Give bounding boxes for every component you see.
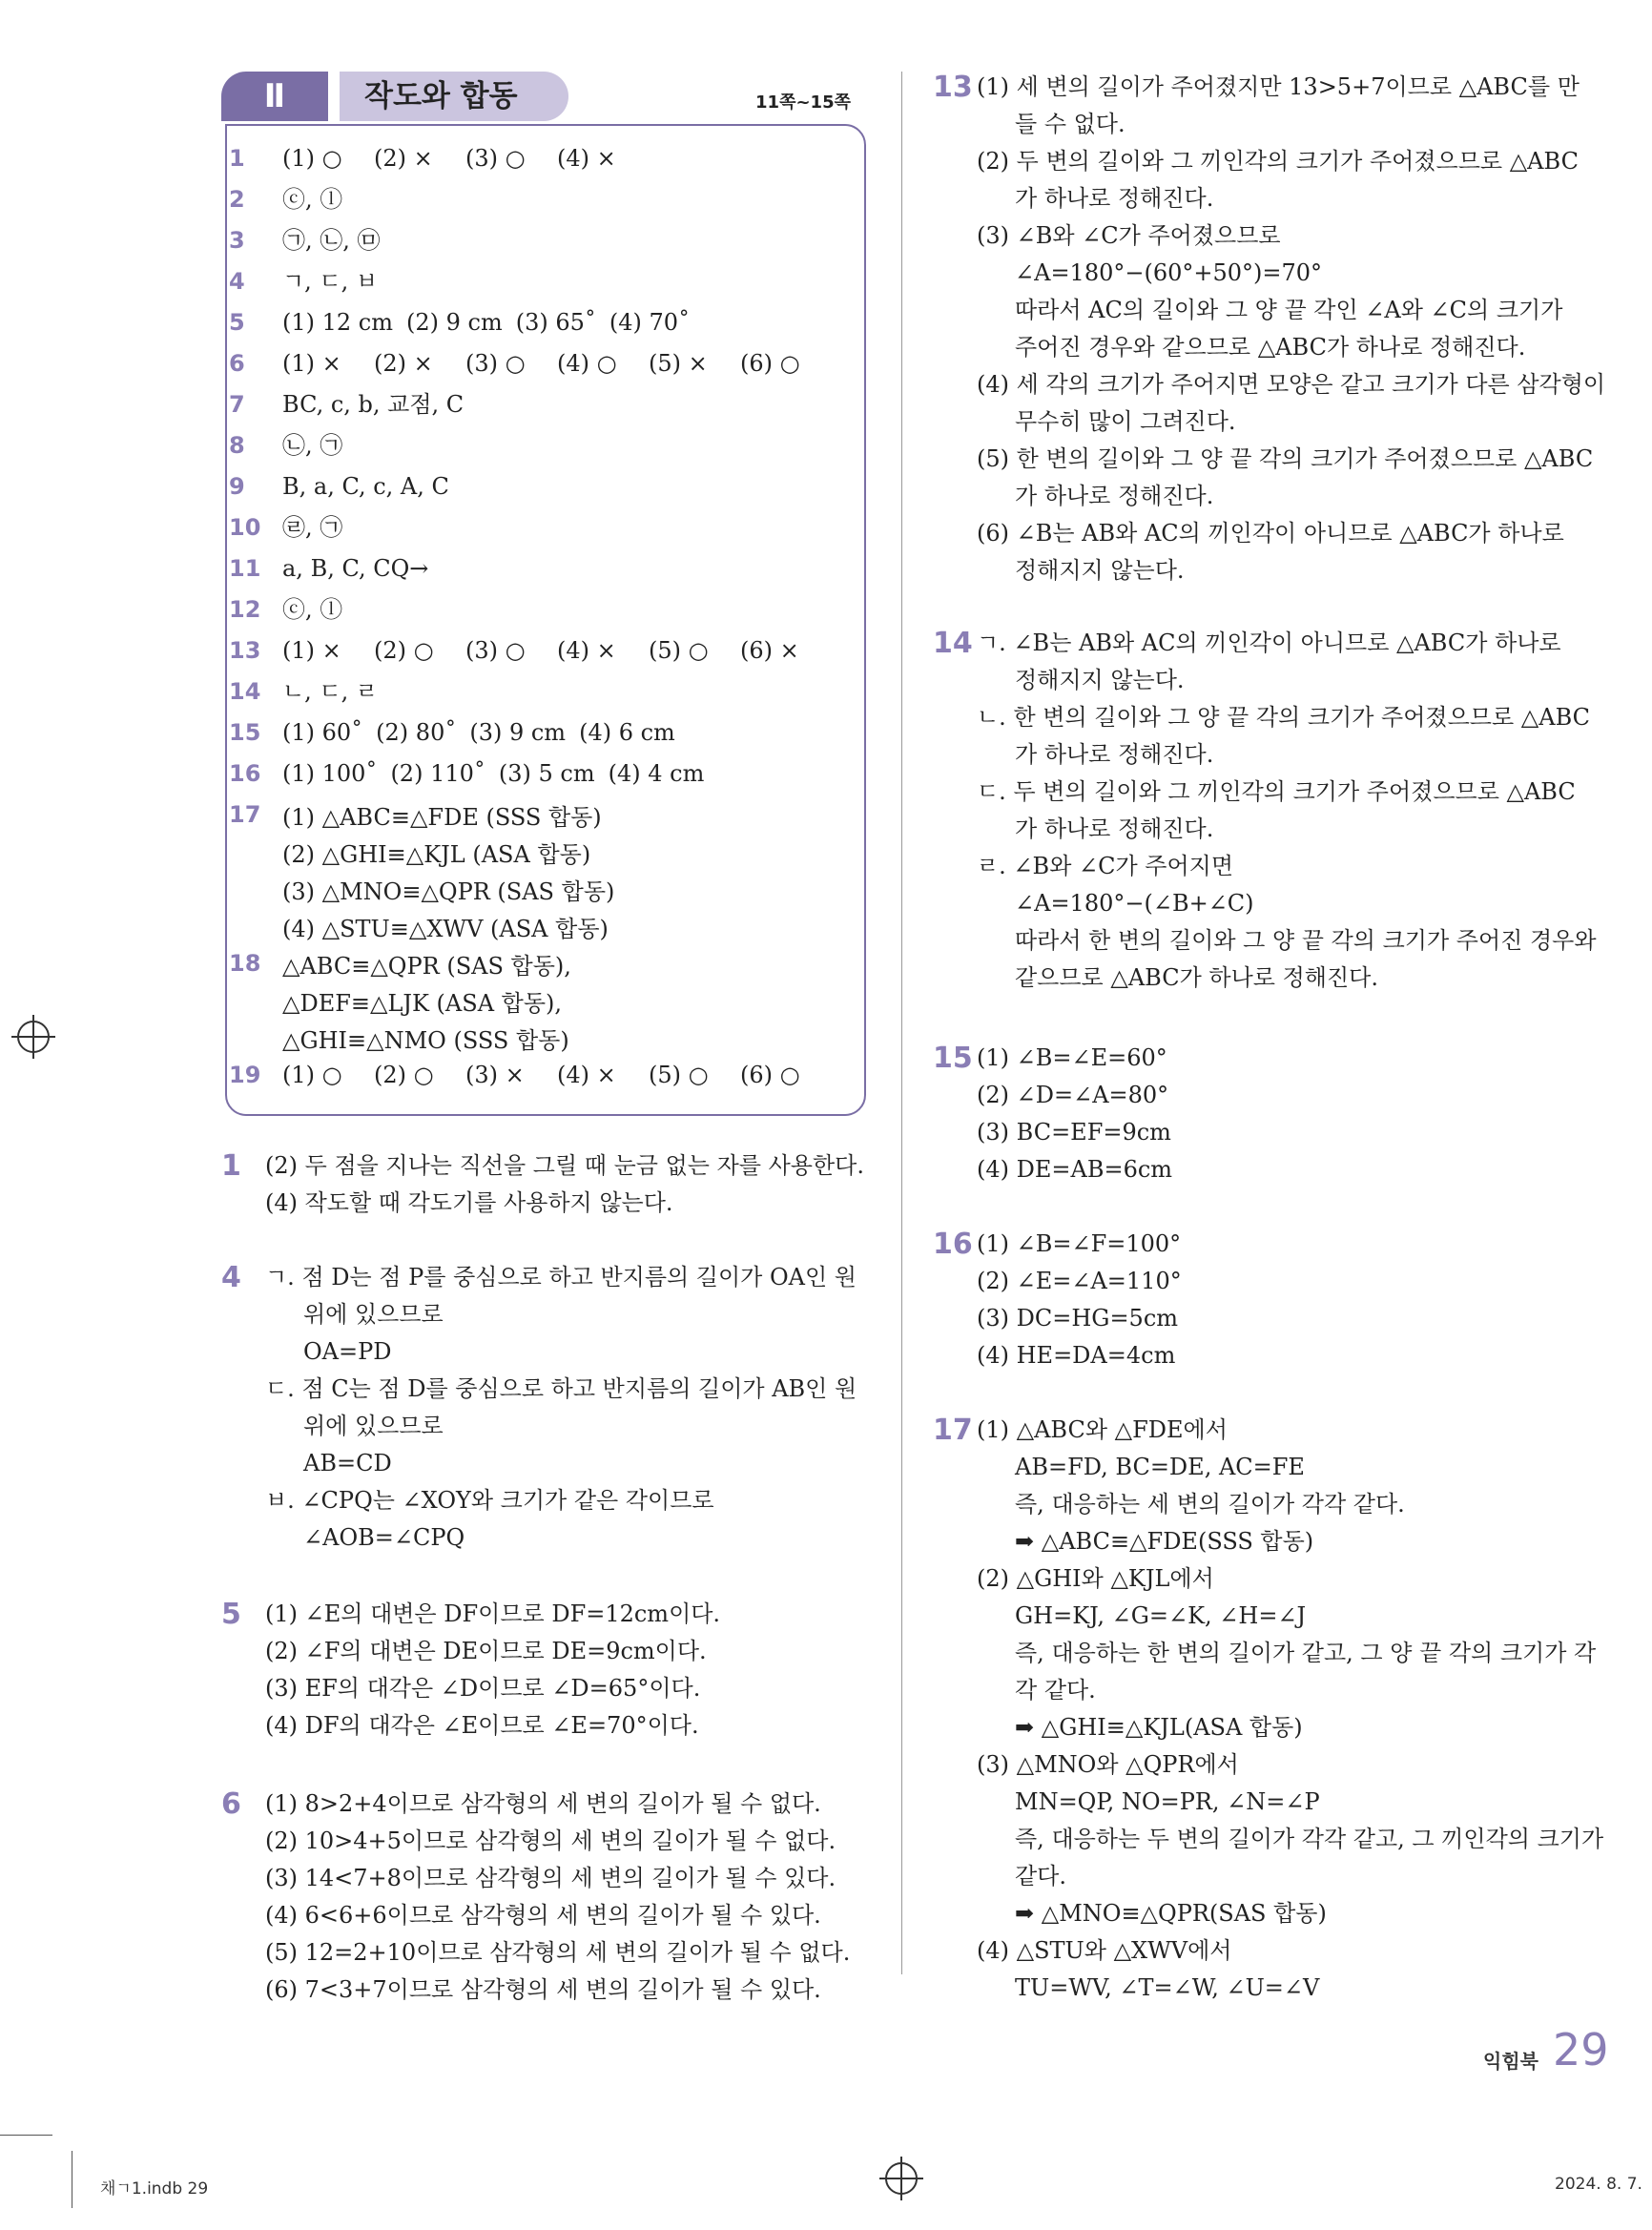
solution-number: 15 xyxy=(933,1042,973,1075)
solution-line: GH=KJ, ∠G=∠K, ∠H=∠J xyxy=(1015,1602,1307,1629)
solution-line: ㄷ. 두 변의 길이와 그 끼인각의 크기가 주어졌으므로 △ABC xyxy=(977,778,1576,805)
answer-item: (1) ○ xyxy=(282,145,342,172)
answer-item: (3) ○ xyxy=(465,637,526,664)
solution-line: (2) 두 점을 지나는 직선을 그릴 때 눈금 없는 자를 사용한다. xyxy=(265,1152,864,1179)
solution-line: (2) 10>4+5이므로 삼각형의 세 변의 길이가 될 수 없다. xyxy=(265,1827,836,1854)
solution-body xyxy=(265,1147,870,1222)
solution-body xyxy=(265,1596,870,1745)
solution-body xyxy=(977,625,1597,997)
answer-number: 10 xyxy=(229,514,261,541)
answer-value xyxy=(282,471,449,502)
solution-line: ➡ △MNO≡△QPR(SAS 합동) xyxy=(1015,1900,1327,1927)
solution-line: 가 하나로 정해진다. xyxy=(1015,483,1214,509)
answer-item: (4) ○ xyxy=(557,350,617,377)
answer-value xyxy=(282,1060,832,1090)
answer-value xyxy=(282,948,571,1060)
solution-body xyxy=(977,1040,1581,1188)
answer-value xyxy=(282,307,703,338)
answer-item: (4) 6 cm xyxy=(579,719,675,746)
solution-line: (3) 14<7+8이므로 삼각형의 세 변의 길이가 될 수 있다. xyxy=(265,1865,836,1891)
solution-line: 위에 있으므로 xyxy=(303,1413,444,1439)
answer-text: ㉡, ㉠ xyxy=(282,432,343,459)
solution-number: 6 xyxy=(221,1787,241,1821)
answer-number: 8 xyxy=(229,432,245,459)
solution-line: (2) △GHI와 △KJL에서 xyxy=(977,1565,1214,1592)
solution-line: AB=CD xyxy=(303,1450,392,1476)
registration-mark xyxy=(17,1021,50,1053)
solution-line: 따라서 한 변의 길이와 그 양 끝 각의 크기가 주어진 경우와 xyxy=(1015,927,1597,954)
answer-number: 5 xyxy=(229,309,245,336)
solution-line: ㅂ. ∠CPQ는 ∠XOY와 크기가 같은 각이므로 xyxy=(265,1487,714,1514)
solution-line: (3) DC=HG=5cm xyxy=(977,1305,1179,1332)
answer-text: BC, c, b, 교점, C xyxy=(282,391,465,418)
answer-value xyxy=(282,512,342,543)
answer-value xyxy=(282,758,717,789)
solution-line: 정해지지 않는다. xyxy=(1015,557,1185,584)
answer-value xyxy=(282,266,378,297)
solution-line: ➡ △ABC≡△FDE(SSS 합동) xyxy=(1015,1528,1314,1555)
solution-line: 위에 있으므로 xyxy=(303,1301,444,1328)
solution-line: (1) △ABC와 △FDE에서 xyxy=(977,1416,1228,1443)
solution-line: 무수히 많이 그려진다. xyxy=(1015,408,1236,435)
solution-line: 가 하나로 정해진다. xyxy=(1015,185,1214,212)
answer-value xyxy=(282,389,464,420)
answer-item: (1) 60˚ xyxy=(282,719,363,746)
solution-line: (4) 6<6+6이므로 삼각형의 세 변의 길이가 될 수 있다. xyxy=(265,1902,821,1929)
solution-line: (1) 8>2+4이므로 삼각형의 세 변의 길이가 될 수 없다. xyxy=(265,1790,821,1817)
answer-value xyxy=(282,717,689,748)
solution-line: 따라서 AC의 길이와 그 양 끝 각인 ∠A와 ∠C의 크기가 xyxy=(1015,297,1563,323)
solution-body xyxy=(977,1412,1604,2007)
answer-text: ㉣, ㉠ xyxy=(282,514,343,541)
answer-number: 3 xyxy=(229,227,245,254)
answer-text: ⓒ, ⓛ xyxy=(282,186,343,213)
answer-text: ㉠, ㉡, ㉤ xyxy=(282,227,381,254)
answer-line: △DEF≡△LJK (ASA 합동), xyxy=(282,990,563,1017)
answer-item: (5) ○ xyxy=(649,637,709,664)
answer-line: (1) △ABC≡△FDE (SSS 합동) xyxy=(282,804,602,831)
answer-number: 9 xyxy=(229,473,245,500)
answer-line: △ABC≡△QPR (SAS 합동), xyxy=(282,953,571,980)
answer-value xyxy=(282,430,342,461)
solution-number: 1 xyxy=(221,1149,241,1183)
solution-line: (6) ∠B는 AB와 AC의 끼인각이 아니므로 △ABC가 하나로 xyxy=(977,520,1564,547)
solution-line: ➡ △GHI≡△KJL(ASA 합동) xyxy=(1015,1714,1303,1741)
solution-line: (3) BC=EF=9cm xyxy=(977,1119,1171,1146)
answer-number: 14 xyxy=(229,678,261,705)
answer-line: (2) △GHI≡△KJL (ASA 합동) xyxy=(282,841,591,868)
answer-item: (4) × xyxy=(557,145,616,172)
solution-line: (1) ∠B=∠F=100° xyxy=(977,1230,1182,1257)
answer-item: (6) × xyxy=(740,637,799,664)
answer-number: 15 xyxy=(229,719,261,746)
answer-item: (3) × xyxy=(465,1062,525,1088)
answer-number: 12 xyxy=(229,596,261,623)
solution-line: (2) ∠D=∠A=80° xyxy=(977,1082,1169,1108)
book-label: 익힘북 xyxy=(1483,2050,1538,2073)
answer-item: (2) 110˚ xyxy=(390,760,485,787)
solution-number: 4 xyxy=(221,1261,241,1294)
section-header xyxy=(221,72,870,127)
solution-line: 들 수 없다. xyxy=(1015,111,1125,137)
answer-line: △GHI≡△NMO (SSS 합동) xyxy=(282,1027,569,1054)
solution-line: 각 같다. xyxy=(1015,1677,1096,1703)
answer-number: 11 xyxy=(229,555,261,582)
solution-line: (2) 두 변의 길이와 그 끼인각의 크기가 주어졌으므로 △ABC xyxy=(977,148,1579,175)
answer-item: (2) ○ xyxy=(374,1062,434,1088)
answer-value xyxy=(282,635,832,666)
answer-item: (2) × xyxy=(374,350,433,377)
answer-value xyxy=(282,225,381,256)
answer-line: (4) △STU≡△XWV (ASA 합동) xyxy=(282,916,609,942)
answer-item: (2) × xyxy=(374,145,433,172)
solution-line: (1) 세 변의 길이가 주어졌지만 13>5+7이므로 △ABC를 만 xyxy=(977,73,1580,100)
answer-item: (3) 65˚ xyxy=(515,309,596,336)
answer-item: (1) 100˚ xyxy=(282,760,378,787)
solution-line: 가 하나로 정해진다. xyxy=(1015,816,1214,842)
answer-item: (6) ○ xyxy=(740,350,800,377)
answer-item: (4) 4 cm xyxy=(608,760,705,787)
answer-text: ⓒ, ⓛ xyxy=(282,596,343,623)
answer-number: 4 xyxy=(229,268,245,295)
answer-number: 19 xyxy=(229,1062,261,1088)
page-range: 11쪽~15쪽 xyxy=(755,93,851,113)
solution-line: (2) ∠F의 대변은 DE이므로 DE=9cm이다. xyxy=(265,1638,707,1664)
answer-number: 2 xyxy=(229,186,245,213)
solution-body xyxy=(265,1259,870,1557)
solution-body xyxy=(977,69,1606,589)
solution-line: 정해지지 않는다. xyxy=(1015,667,1185,693)
answer-item: (2) 9 cm xyxy=(406,309,503,336)
answer-item: (3) ○ xyxy=(465,350,526,377)
solution-line: (2) ∠E=∠A=110° xyxy=(977,1268,1182,1294)
section-title: 작도와 합동 xyxy=(364,79,518,114)
solution-line: 즉, 대응하는 세 변의 길이가 각각 같다. xyxy=(1015,1491,1405,1518)
answer-value xyxy=(282,184,342,215)
answer-item: (5) × xyxy=(649,350,708,377)
answer-number: 16 xyxy=(229,760,261,787)
solution-line: (5) 12=2+10이므로 삼각형의 세 변의 길이가 될 수 없다. xyxy=(265,1939,851,1966)
solution-line: (3) EF의 대각은 ∠D이므로 ∠D=65°이다. xyxy=(265,1675,701,1702)
answer-number: 13 xyxy=(229,637,261,664)
answer-item: (4) × xyxy=(557,637,616,664)
solution-body xyxy=(265,1786,870,2009)
solution-line: (4) DF의 대각은 ∠E이므로 ∠E=70°이다. xyxy=(265,1712,699,1739)
solution-line: (1) ∠E의 대변은 DF이므로 DF=12cm이다. xyxy=(265,1600,721,1627)
solution-line: ㄹ. ∠B와 ∠C가 주어지면 xyxy=(977,853,1234,879)
solution-number: 16 xyxy=(933,1228,973,1261)
solution-number: 13 xyxy=(933,71,973,104)
answer-item: (4) × xyxy=(557,1062,616,1088)
solution-line: MN=QP, NO=PR, ∠N=∠P xyxy=(1015,1788,1320,1815)
solution-number: 5 xyxy=(221,1598,241,1631)
print-date: 2024. 8. 7. xyxy=(1555,2175,1642,2194)
answer-item: (2) ○ xyxy=(374,637,434,664)
answer-item: (6) ○ xyxy=(740,1062,800,1088)
solution-number: 14 xyxy=(933,627,973,660)
answer-number: 17 xyxy=(229,801,261,828)
answer-number: 1 xyxy=(229,145,245,172)
solution-line: ∠AOB=∠CPQ xyxy=(303,1524,465,1551)
solution-line: 주어진 경우와 같으므로 △ABC가 하나로 정해진다. xyxy=(1015,334,1526,361)
solution-line: 즉, 대응하는 한 변의 길이가 같고, 그 양 끝 각의 크기가 각 xyxy=(1015,1640,1597,1666)
answer-value xyxy=(282,348,832,379)
solution-line: ∠A=180°−(60°+50°)=70° xyxy=(1015,259,1323,286)
answer-value xyxy=(282,799,614,948)
answer-value xyxy=(282,553,428,584)
solution-line: (4) HE=DA=4cm xyxy=(977,1342,1176,1369)
solution-line: 가 하나로 정해진다. xyxy=(1015,741,1214,768)
answer-number: 18 xyxy=(229,950,261,977)
solution-line: (4) 작도할 때 각도기를 사용하지 않는다. xyxy=(265,1189,673,1216)
crop-mark xyxy=(0,2135,52,2136)
answer-text: a, B, C, CQ→ xyxy=(282,555,429,582)
answer-line: (3) △MNO≡△QPR (SAS 합동) xyxy=(282,878,615,905)
solution-line: ㄱ. 점 D는 점 P를 중심으로 하고 반지름의 길이가 OA인 원 xyxy=(265,1264,857,1291)
answer-number: 6 xyxy=(229,350,245,377)
file-info: 채ㄱ1.indb 29 xyxy=(100,2179,209,2199)
solution-line: (1) ∠B=∠E=60° xyxy=(977,1044,1167,1071)
answer-item: (3) ○ xyxy=(465,145,526,172)
answer-value xyxy=(282,594,342,625)
solution-line: TU=WV, ∠T=∠W, ∠U=∠V xyxy=(1015,1974,1320,2001)
solution-line: ㄱ. ∠B는 AB와 AC의 끼인각이 아니므로 △ABC가 하나로 xyxy=(977,630,1561,656)
page-number: 29 xyxy=(1553,2024,1609,2075)
solution-line: 같으므로 △ABC가 하나로 정해진다. xyxy=(1015,964,1378,991)
registration-mark xyxy=(885,2162,918,2195)
solution-line: OA=PD xyxy=(303,1338,392,1365)
section-number: Ⅱ xyxy=(221,72,328,121)
solution-line: (4) △STU와 △XWV에서 xyxy=(977,1937,1232,1964)
solution-line: (4) 세 각의 크기가 주어지면 모양은 같고 크기가 다른 삼각형이 xyxy=(977,371,1606,398)
answer-item: (3) 9 cm xyxy=(469,719,567,746)
solution-number: 17 xyxy=(933,1414,973,1447)
answer-item: (1) 12 cm xyxy=(282,309,393,336)
solution-line: 같다. xyxy=(1015,1863,1066,1889)
answer-value xyxy=(282,676,378,707)
answer-box xyxy=(225,124,866,1116)
solution-line: (4) DE=AB=6cm xyxy=(977,1156,1173,1183)
solution-line: AB=FD, BC=DE, AC=FE xyxy=(1015,1454,1305,1480)
solution-line: 즉, 대응하는 두 변의 길이가 각각 같고, 그 끼인각의 크기가 xyxy=(1015,1826,1604,1852)
answer-number: 7 xyxy=(229,391,245,418)
answer-value xyxy=(282,143,649,174)
answer-item: (1) × xyxy=(282,637,341,664)
solution-line: (5) 한 변의 길이와 그 양 끝 각의 크기가 주어졌으므로 △ABC xyxy=(977,445,1594,472)
answer-item: (5) ○ xyxy=(649,1062,709,1088)
solution-line: ㄴ. 한 변의 길이와 그 양 끝 각의 크기가 주어졌으므로 △ABC xyxy=(977,704,1591,731)
solution-line: (6) 7<3+7이므로 삼각형의 세 변의 길이가 될 수 있다. xyxy=(265,1976,821,2003)
solution-line: (3) ∠B와 ∠C가 주어졌으므로 xyxy=(977,222,1281,249)
answer-item: (2) 80˚ xyxy=(376,719,457,746)
answer-item: (1) × xyxy=(282,350,341,377)
answer-item: (3) 5 cm xyxy=(498,760,595,787)
answer-item: (1) ○ xyxy=(282,1062,342,1088)
answer-item: (4) 70˚ xyxy=(609,309,691,336)
answer-text: ㄱ, ㄷ, ㅂ xyxy=(282,268,379,295)
solution-line: ㄷ. 점 C는 점 D를 중심으로 하고 반지름의 길이가 AB인 원 xyxy=(265,1375,857,1402)
solution-body xyxy=(977,1226,1581,1374)
answer-text: B, a, C, c, A, C xyxy=(282,473,449,500)
column-divider xyxy=(901,72,902,1974)
solution-line: (3) △MNO와 △QPR에서 xyxy=(977,1751,1239,1778)
solution-line: ∠A=180°−(∠B+∠C) xyxy=(1015,890,1254,917)
answer-text: ㄴ, ㄷ, ㄹ xyxy=(282,678,379,705)
